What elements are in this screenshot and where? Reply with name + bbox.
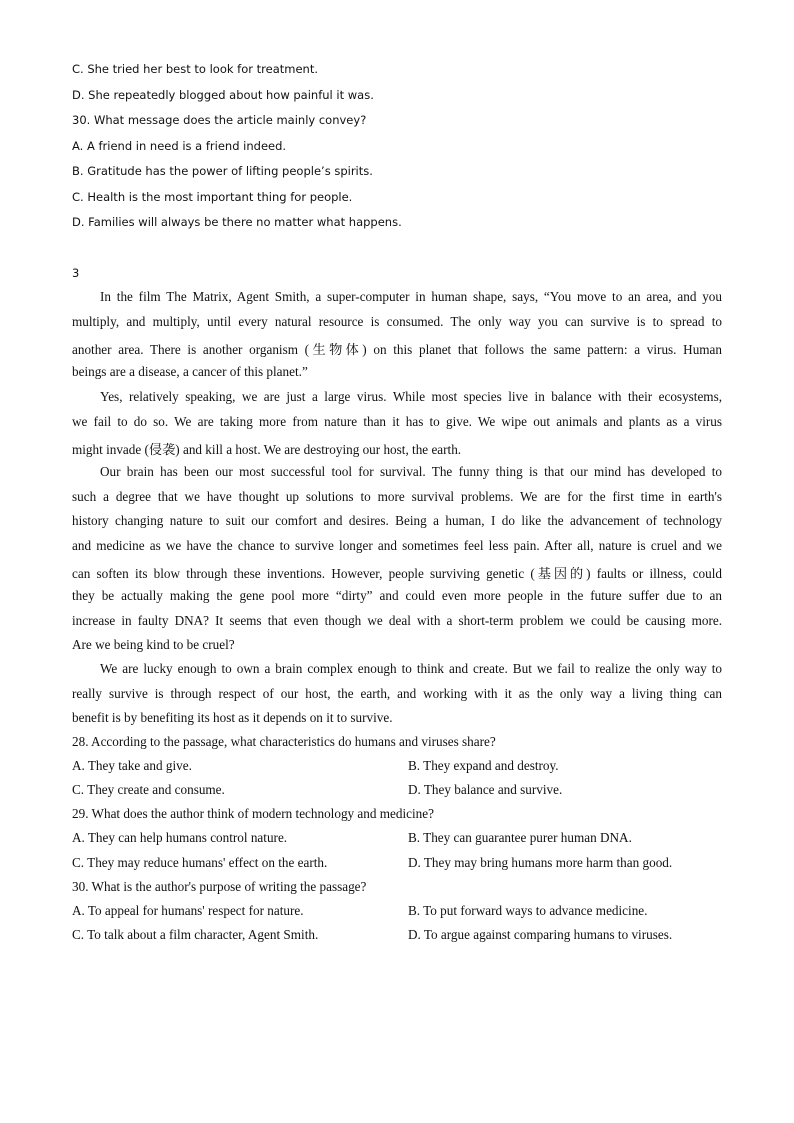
paragraph-line: they be actually making the gene pool more “dirty” and could even more people in the future suffer due to an bbox=[72, 588, 722, 603]
q30-option-d: D. To argue against comparing humans to viruses. bbox=[408, 927, 673, 942]
paragraph-line: In the film The Matrix, Agent Smith, a super-computer in human shape, says, “You move to an area, and you bbox=[100, 289, 722, 304]
question-30: 30. What is the author's purpose of writing the passage? bbox=[72, 879, 367, 894]
paragraph-line: another area. There is another organism (生物体) on this planet that follows the same pattern: a virus. Human bbox=[72, 342, 722, 357]
paragraph-line: history changing nature to suit our comfort and desires. Being a human, I do like the advancement of technology bbox=[72, 513, 722, 528]
paragraph-line: multiply, and multiply, until every natural resource is consumed. The only way you can survive is to spread to bbox=[72, 314, 722, 329]
q28-option-a: A. They take and give. bbox=[72, 758, 192, 773]
paragraph-line: might invade (侵袭) and kill a host. We are destroying our host, the earth. bbox=[72, 442, 462, 457]
q30-option-c: C. To talk about a film character, Agent Smith. bbox=[72, 927, 319, 942]
question-28: 28. According to the passage, what characteristics do humans and viruses share? bbox=[72, 734, 496, 749]
q29-option-b: B. They can guarantee purer human DNA. bbox=[408, 830, 632, 845]
q30-option-b: B. To put forward ways to advance medicine. bbox=[408, 903, 648, 918]
q29-option-c: C. They may reduce humans' effect on the earth. bbox=[72, 855, 328, 870]
q28-option-c: C. They create and consume. bbox=[72, 782, 225, 797]
prev-q30-question: 30. What message does the article mainly convey? bbox=[72, 113, 367, 127]
paragraph-line: such a degree that we have thought up solutions to more survival problems. We are for the first time in earth's bbox=[72, 489, 722, 504]
q29-option-d: D. They may bring humans more harm than good. bbox=[408, 855, 673, 870]
passage-number: 3 bbox=[72, 266, 80, 280]
q28-option-b: B. They expand and destroy. bbox=[408, 758, 559, 773]
paragraph-line: can soften its blow through these inventions. However, people surviving genetic (基因的) faults or illness, could bbox=[72, 566, 722, 581]
q30-option-a: A. To appeal for humans' respect for nature. bbox=[72, 903, 304, 918]
paragraph-line: Our brain has been our most successful tool for survival. The funny thing is that our mind has developed to bbox=[100, 464, 722, 479]
prev-q29-option-d: D. She repeatedly blogged about how painful it was. bbox=[72, 88, 374, 102]
paragraph-line: and medicine as we have the chance to survive longer and sometimes feel less pain. After all, nature is cruel and we bbox=[72, 538, 722, 553]
prev-q30-option-c: C. Health is the most important thing for people. bbox=[72, 190, 353, 204]
paragraph-line: we fail to do so. We are taking more from nature than it has to give. We wipe out animals and plants as a virus bbox=[72, 414, 722, 429]
paragraph-line: benefit is by benefiting its host as it depends on it to survive. bbox=[72, 710, 393, 725]
paragraph-line: increase in faulty DNA? It seems that even though we deal with a short-term problem we could be causing more. bbox=[72, 613, 722, 628]
q28-option-d: D. They balance and survive. bbox=[408, 782, 563, 797]
paragraph-line: We are lucky enough to own a brain complex enough to think and create. But we fail to realize the only way to bbox=[100, 661, 722, 676]
prev-q30-option-b: B. Gratitude has the power of lifting people’s spirits. bbox=[72, 164, 373, 178]
paragraph-line: Are we being kind to be cruel? bbox=[72, 637, 235, 652]
prev-q29-option-c: C. She tried her best to look for treatment. bbox=[72, 62, 318, 76]
paragraph-line: Yes, relatively speaking, we are just a large virus. While most species live in balance with their ecosystems, bbox=[100, 389, 722, 404]
prev-q30-option-a: A. A friend in need is a friend indeed. bbox=[72, 139, 287, 153]
paragraph-line: really survive is through respect of our host, the earth, and working with it as the only way a living thing can bbox=[72, 686, 722, 701]
question-29: 29. What does the author think of modern technology and medicine? bbox=[72, 806, 434, 821]
paragraph-line: beings are a disease, a cancer of this planet.” bbox=[72, 364, 308, 379]
prev-q30-option-d: D. Families will always be there no matter what happens. bbox=[72, 215, 402, 229]
q29-option-a: A. They can help humans control nature. bbox=[72, 830, 288, 845]
